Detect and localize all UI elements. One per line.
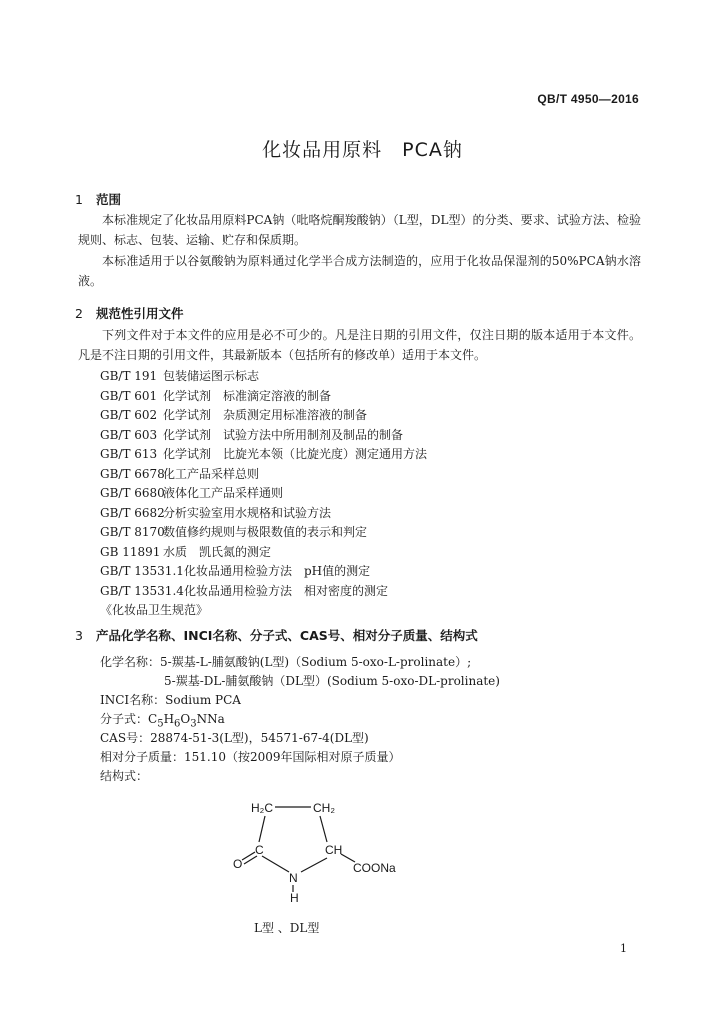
formula-c-count: 5 <box>157 718 164 730</box>
reference-item <box>100 367 427 387</box>
reference-item <box>100 601 427 621</box>
reference-item <box>100 465 427 485</box>
formula-rest: NNa <box>196 712 225 726</box>
reference-item <box>100 562 427 582</box>
atom-ch: CH <box>325 843 343 857</box>
reference-code: GB/T 6678 <box>100 466 165 481</box>
reference-code: GB/T 603 <box>100 427 158 442</box>
normative-references-list <box>100 367 427 621</box>
reference-title: 液体化工产品采样通则 <box>163 486 284 500</box>
formula-o: O <box>180 712 191 726</box>
reference-title: 分析实验室用水规格和试验方法 <box>163 505 332 520</box>
bond-ch-n <box>301 858 327 872</box>
page-number: 1 <box>620 942 627 955</box>
molecular-formula <box>100 710 500 729</box>
reference-item <box>100 426 427 446</box>
reference-title: 化学试剂 比旋光本领（比旋光度）测定通用方法 <box>163 447 428 461</box>
reference-code: GB/T 8170 <box>100 525 165 539</box>
chemical-info <box>100 653 500 786</box>
reference-item <box>100 387 427 407</box>
reference-item <box>100 543 427 563</box>
reference-title: 化学试剂 试验方法中所用制剂及制品的制备 <box>163 427 404 442</box>
reference-code: GB/T 601 <box>100 388 158 403</box>
reference-title: 化妆品通用检验方法 pH值的测定 <box>184 564 371 578</box>
document-title: 化妆品用原料 PCA钠 <box>262 139 463 161</box>
section-2-heading <box>75 304 184 322</box>
formula-h: H <box>163 712 175 726</box>
inci-name: INCI名称：Sodium PCA <box>100 693 241 707</box>
structure-caption: L型 、DL型 <box>254 921 320 935</box>
cas-number: CAS号：28874-51-3(L型)，54571-67-4(DL型) <box>100 731 369 745</box>
reference-item <box>100 406 427 426</box>
bond-c-n <box>262 856 289 872</box>
section-number: 3 <box>75 628 83 643</box>
section-2-intro: 下列文件对于本文件的应用是必不可少的。凡是注日期的引用文件，仅注日期的版本适用于本文件。凡是不注日期的引用文件，其最新版本（包括所有的修改单）适用于本文件。 <box>78 328 641 362</box>
bond-ch-coona <box>341 854 355 862</box>
reference-item <box>100 523 427 543</box>
standard-code: QB/T 4950—2016 <box>537 92 639 106</box>
bond-h2c-c <box>259 816 265 842</box>
section-title: 范围 <box>96 192 122 207</box>
section-1-heading <box>75 190 121 208</box>
reference-code: GB/T 613 <box>100 447 158 461</box>
reference-title: 包装储运图示标志 <box>163 369 260 383</box>
chemical-name-line-1: 化学名称：5-羰基-L-脯氨酸钠(L型)（Sodium 5-oxo-L-prolinate）; <box>100 655 472 669</box>
formula-h-count: 6 <box>174 718 181 730</box>
reference-title: 《化妆品卫生规范》 <box>100 603 209 617</box>
reference-code: GB/T 6680 <box>100 486 165 500</box>
atom-ch2: CH₂ <box>313 801 335 815</box>
formula-c: C <box>148 712 158 726</box>
atom-c: C <box>255 843 264 857</box>
bond-ch2-ch <box>320 816 327 842</box>
molecular-mass: 相对分子质量：151.10（按2009年国际相对原子质量） <box>100 750 401 764</box>
section-title: 规范性引用文件 <box>96 306 184 321</box>
reference-title: 化学试剂 标准滴定溶液的制备 <box>163 388 332 403</box>
section-1-paragraph-2: 本标准适用于以谷氨酸钠为原料通过化学半合成方法制造的，应用于化妆品保湿剂的50%PCA钠水溶液。 <box>78 254 641 288</box>
section-number: 2 <box>75 306 83 321</box>
formula-label: 分子式： <box>100 712 149 726</box>
structure-label: 结构式： <box>100 769 149 783</box>
reference-title: 水质 凯氏氮的测定 <box>163 544 272 559</box>
section-1-paragraph-1: 本标准规定了化妆品用原料PCA钠（吡咯烷酮羧酸钠）（L型，DL型）的分类、要求、试验方法、检验规则、标志、包装、运输、贮存和保质期。 <box>78 213 641 247</box>
reference-item <box>100 504 427 524</box>
reference-code: GB 11891 <box>100 544 161 559</box>
formula-o-count: 3 <box>190 718 197 730</box>
reference-code: GB/T 13531.4 <box>100 583 184 598</box>
atom-h2c: H₂C <box>251 801 273 815</box>
atom-coona: COONa <box>353 861 396 875</box>
reference-item <box>100 484 427 504</box>
reference-title: 数值修约规则与极限数值的表示和判定 <box>163 525 368 539</box>
atom-o: O <box>233 857 243 871</box>
reference-title: 化学试剂 杂质测定用标准溶液的制备 <box>163 408 368 422</box>
chemical-name-line-2: 5-羰基-DL-脯氨酸钠（DL型）(Sodium 5-oxo-DL-prolinate) <box>164 674 500 688</box>
reference-code: GB/T 191 <box>100 369 158 383</box>
reference-title: 化妆品通用检验方法 相对密度的测定 <box>184 583 389 598</box>
section-title: 产品化学名称、INCI名称、分子式、CAS号、相对分子质量、结构式 <box>96 628 478 643</box>
reference-code: GB/T 602 <box>100 408 158 422</box>
atom-h: H <box>290 891 299 905</box>
reference-code: GB/T 13531.1 <box>100 564 184 578</box>
reference-code: GB/T 6682 <box>100 505 165 520</box>
atom-n: N <box>289 871 298 885</box>
reference-item <box>100 445 427 465</box>
section-3-heading <box>75 626 478 644</box>
reference-title: 化工产品采样总则 <box>163 466 260 481</box>
reference-item <box>100 582 427 602</box>
section-number: 1 <box>75 192 83 207</box>
